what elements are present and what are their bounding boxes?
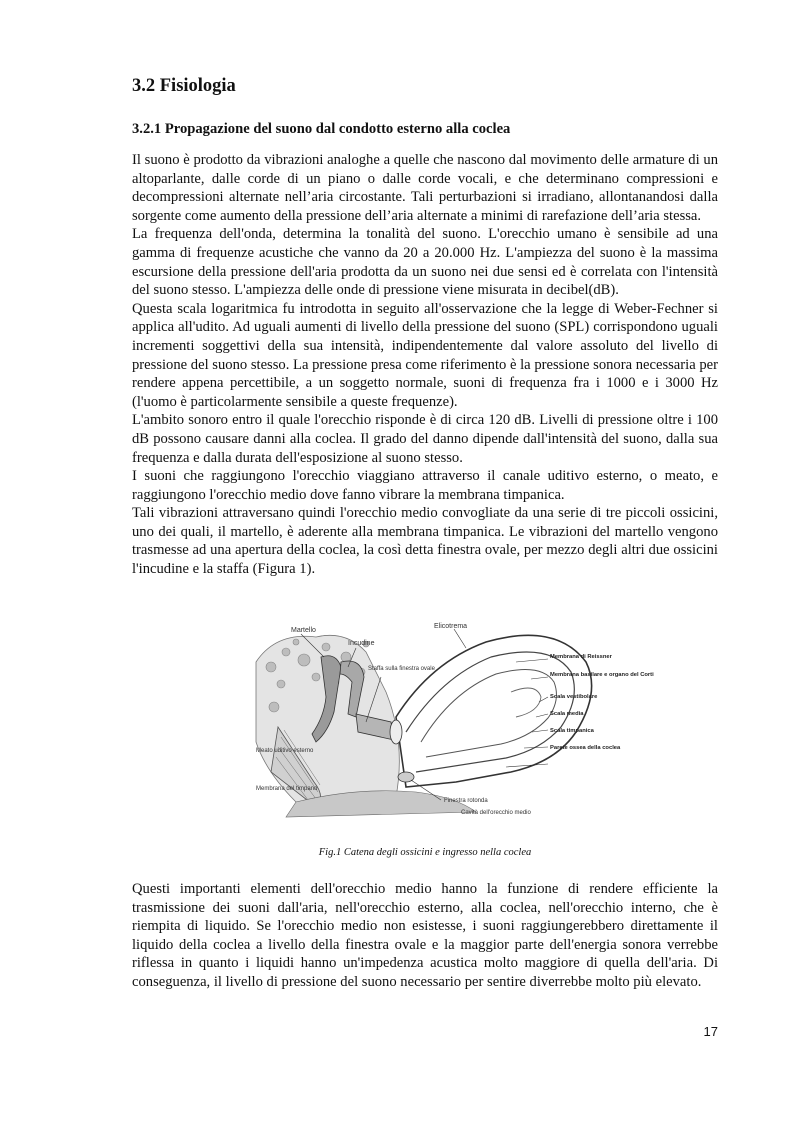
label-staffa: Staffa sulla finestra ovale <box>368 666 435 672</box>
page-number: 17 <box>703 1024 718 1039</box>
cochlea-core <box>511 688 541 717</box>
label-meato: Meato uditivo esterno <box>256 748 314 754</box>
section-heading: 3.2 Fisiologia <box>132 76 236 96</box>
ear-anatomy-figure <box>256 622 654 822</box>
label-martello: Martello <box>291 627 316 634</box>
paragraph: La frequenza dell'onda, determina la tonalità del suono. L'orecchio umano è sensibile ad una gamma di frequenze acustiche che vanno da 20 a 20.000 Hz. L'ampiezza del suono è la massima escursione della pressione dell'aria prodotta da un suono nei due sensi ed è correlata con l'intensità del suono stesso. L'ampiezza delle onde di pressione viene misurata in decibel(dB). <box>132 226 718 299</box>
body-text <box>132 151 718 579</box>
label-timpano: Membrana del timpano <box>256 786 318 792</box>
label-incudine: Incudine <box>348 640 375 647</box>
label-elicotrema: Elicotrema <box>434 623 468 630</box>
label-reissner: Membrana di Reissner <box>550 654 612 660</box>
label-cavita: Cavità dell'orecchio medio <box>461 810 531 816</box>
paragraph: Tali vibrazioni attraversano quindi l'orecchio medio convogliate da una serie di tre piccoli ossicini, uno dei quali, il martello, è aderente alla membrana timpanica. Le vibrazioni del martello vengono trasmesse ad una apertura della coclea, la così detta finestra ovale, per mezzo degli altri due ossicini l'incudine e la staffa (Figura 1). <box>132 505 718 578</box>
paragraph: Questa scala logaritmica fu introdotta in seguito all'osservazione che la legge di Weber-Fechner si applica all'udito. Ad uguali aumenti di livello della pressione del suono (SPL) corrispondono uguali incrementi soggettivi della sua intensità, indipendentemente dal valore assoluto del livello di pressione del suono stesso. La pressione presa come riferimento è la pressione sonora necessaria per rendere appena percettibile, a un soggetto normale, suoni di frequenza fra i 1000 e i 3000 Hz (l'uomo è particolarmente sensibile a queste frequenze). <box>132 300 718 410</box>
body-text-after-figure <box>132 880 718 992</box>
label-finestra-rotonda: Finestra rotonda <box>444 798 488 804</box>
label-basilare: Membrana basilare e organo del Corti <box>550 672 654 678</box>
oval-window <box>390 720 402 744</box>
paragraph: I suoni che raggiungono l'orecchio viaggiano attraverso il canale uditivo esterno, o meato, e raggiungono l'orecchio medio dove fanno vibrare la membrana timpanica. <box>132 468 718 503</box>
label-media: Scala media <box>550 711 584 717</box>
paragraph: L'ambito sonoro entro il quale l'orecchio risponde è di circa 120 dB. Livelli di pressione oltre i 100 dB possono causare danni alla coclea. Il grado del danno dipende dall'intensità del suono, dalla sua frequenza e dalla durata dell'esposizione al suono stesso. <box>132 412 718 466</box>
paragraph: Il suono è prodotto da vibrazioni analoghe a quelle che nascono dal movimento delle armature di un altoparlante, dalle corde di un piano o dalle corde vocali, e che determinano compressioni e decompressioni alternate nell’aria circostante. Tali perturbazioni si irradiano, allontanandosi dalla sorgente come aumento della pressione dell’aria alternate a minimi di rarefazione dell’aria stessa. <box>132 152 718 224</box>
cochlea-inner <box>421 670 556 758</box>
label-parete: Parete ossea della coclea <box>550 745 621 751</box>
paragraph: Questi importanti elementi dell'orecchio medio hanno la funzione di rendere efficiente la trasmissione dei suoni dall'aria, nell'orecchio esterno, alla coclea, nell'orecchio interno, che è riempita di liquido. Se l'orecchio medio non esistesse, i suoni raggiungerebbero direttamente il liquido della coclea a livello della finestra ovale e la maggior parte dell'energia sonora verrebbe riflessa in quanto i liquidi hanno un'impedenza acustica molto maggiore di quella dell'aria. Di conseguenza, il livello di pressione del suono necessario per sentire diverrebbe molto più elevato. <box>132 881 718 990</box>
label-timpanica: Scala timpanica <box>550 728 594 734</box>
subsection-heading: 3.2.1 Propagazione del suono dal condotto esterno alla coclea <box>132 121 511 137</box>
label-vestibolare: Scala vestibolare <box>550 694 598 700</box>
figure-caption: Fig.1 Catena degli ossicini e ingresso nella coclea <box>318 847 532 858</box>
